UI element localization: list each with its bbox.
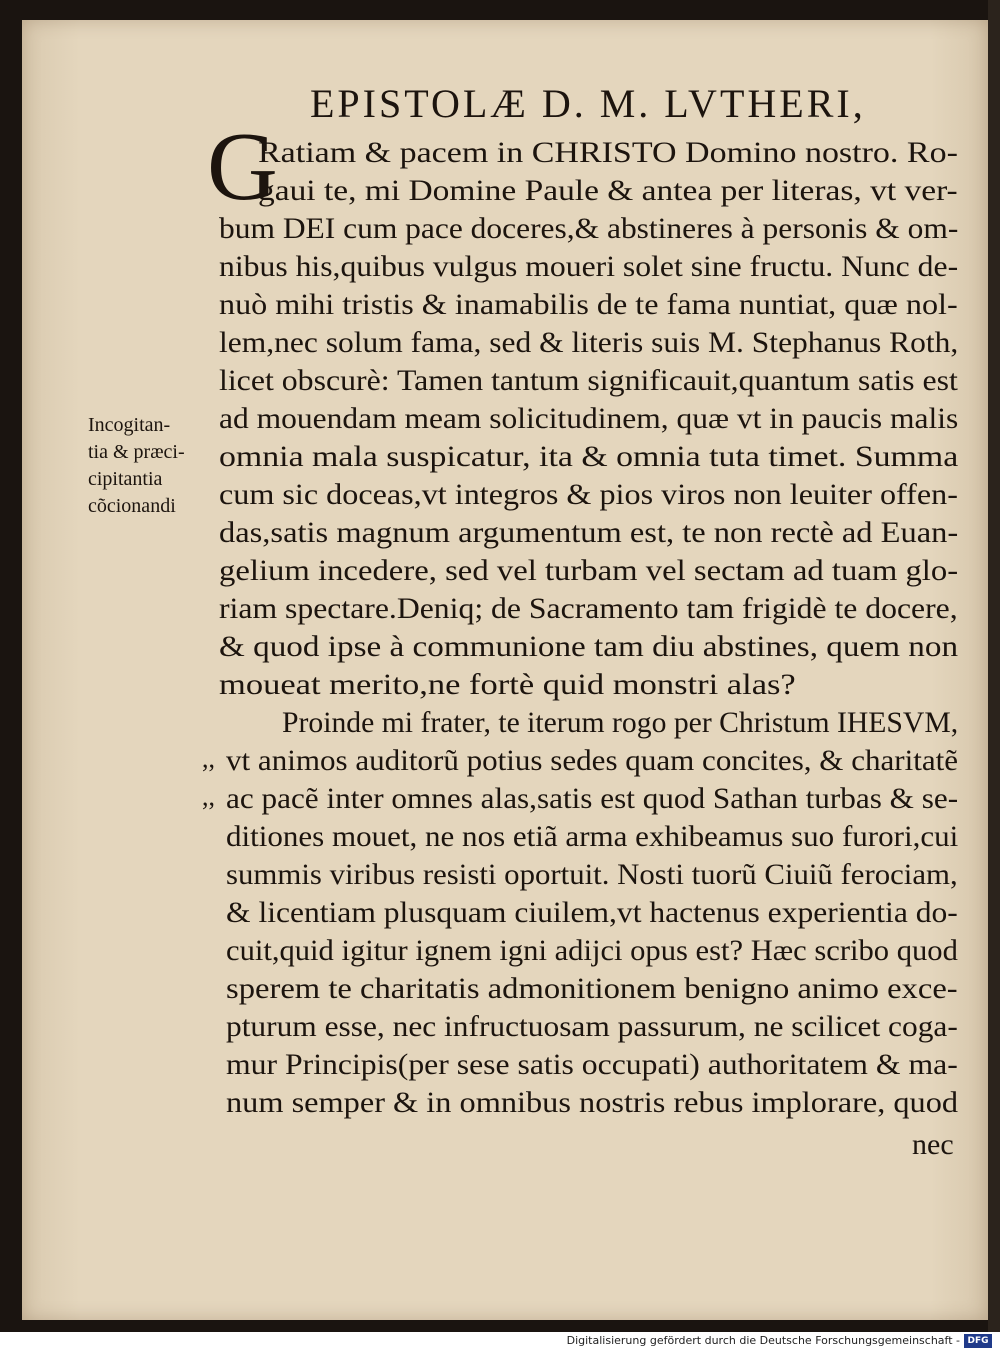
text-line: ac pacẽ inter omnes alas,satis est quod Sathan turbas & se- [226, 782, 959, 815]
marginal-note-line: cõcionandi [88, 495, 176, 517]
marginal-note-line: tia & præci- [88, 441, 185, 463]
text-line: gaui te, mi Domine Paule & antea per literas, vt ver- [258, 174, 958, 207]
drop-capital: G [207, 113, 278, 221]
catchword: nec [912, 1128, 954, 1161]
text-line: moueat merito,ne fortè quid monstri alas? [219, 668, 796, 701]
page-title: EPISTOLÆ D. M. LVTHERI, [310, 81, 866, 126]
text-line: summis viribus resisti oportuit. Nosti tuorũ Ciuiũ ferociam, [226, 858, 958, 891]
text-line: das,satis magnum argumentum est, te non rectè ad Euan- [219, 516, 959, 549]
text-line: Proinde mi frater, te iterum rogo per Christum IHESVM, [282, 706, 959, 739]
text-line: riam spectare.Deniq; de Sacramento tam frigidè te docere, [219, 592, 958, 625]
text-line: num semper & in omnibus nostris rebus implorare, quod [226, 1086, 959, 1119]
text-line: lem,nec solum fama, sed & literis suis M. Stephanus Roth, [219, 326, 959, 359]
text-line: vt animos auditorũ potius sedes quam concites, & charitatẽ [226, 744, 959, 777]
text-line: sperem te charitatis admonitionem benigno animo exce- [226, 972, 958, 1005]
quotation-mark: ,, [202, 744, 215, 773]
text-line: ad mouendam meam solicitudinem, quæ vt in paucis malis [219, 402, 959, 435]
text-line: mur Principis(per sese satis occupati) authoritatem & ma- [226, 1048, 958, 1081]
scan-edge [988, 0, 1000, 1332]
text-line: nibus his,quibus vulgus moueri solet sine fructu. Nunc de- [219, 250, 959, 283]
footer-bar [0, 1332, 1000, 1352]
text-line: licet obscurè: Tamen tantum significauit,quantum satis est [219, 364, 958, 397]
marginal-note [88, 412, 185, 520]
marginal-note-line: Incogitan- [88, 414, 171, 436]
text-line: omnia mala suspicatur, ita & omnia tuta timet. Summa [219, 440, 959, 473]
text-line: nuò mihi tristis & inamabilis de te fama nuntiat, quæ nol- [219, 288, 958, 321]
text-line: cum sic doceas,vt integros & pios viros non leuiter offen- [219, 478, 958, 511]
quotation-mark: ,, [202, 782, 215, 811]
marginal-note-line: cipitantia [88, 468, 163, 490]
text-line: Ratiam & pacem in CHRISTO Domino nostro. Ro- [258, 136, 958, 169]
text-line: cuit,quid igitur ignem igni adijci opus est? Hæc scribo quod [226, 934, 958, 967]
text-line: bum DEI cum pace doceres,& abstineres à personis & om- [219, 212, 959, 245]
funding-notice: Digitalisierung gefördert durch die Deutsche Forschungsgemeinschaft - [566, 1334, 960, 1347]
text-line: & quod ipse à communione tam diu abstines, quem non [219, 630, 959, 663]
text-line: & licentiam plusquam ciuilem,vt hactenus experientia do- [226, 896, 958, 929]
text-line: gelium incedere, sed vel turbam vel sectam ad tuam glo- [219, 554, 959, 587]
dfg-logo-icon: DFG [964, 1334, 992, 1348]
text-line: pturum esse, nec infructuosam passurum, ne scilicet coga- [226, 1010, 958, 1043]
text-line: ditiones mouet, ne nos etiã arma exhibeamus suo furori,cui [226, 820, 959, 853]
